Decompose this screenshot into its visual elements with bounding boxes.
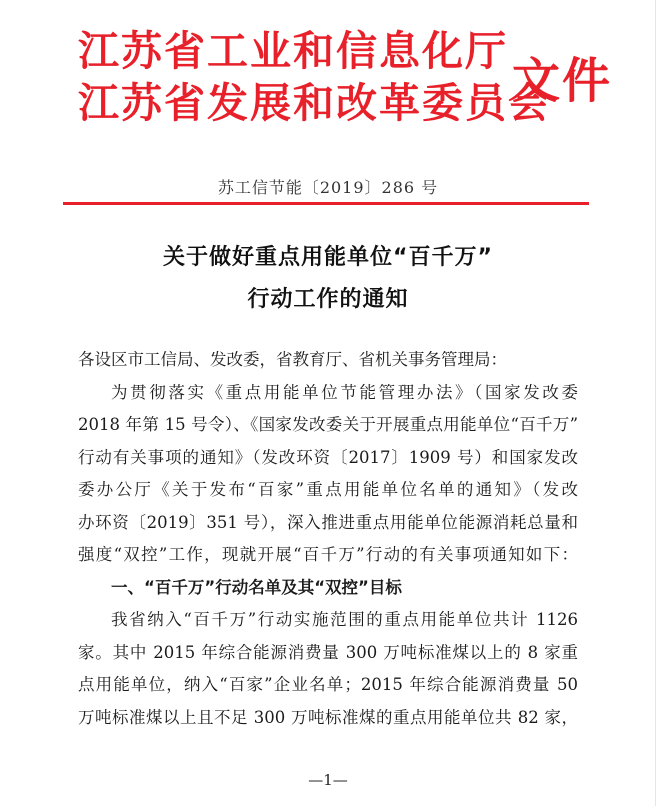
paragraph-line: 我省纳入“百千万”行动实施范围的重点用能单位共计 1126	[111, 610, 578, 629]
paragraph-line: 办环资〔2019〕351 号），深入推进重点用能单位能源消耗总量和	[78, 512, 578, 532]
issuing-org-2: 江苏省发展和改革委员会	[78, 79, 551, 127]
document-header	[78, 27, 613, 138]
document-title-line-1: 关于做好重点用能单位“百千万”	[163, 245, 493, 270]
issuing-org-1: 江苏省工业和信息化厅	[78, 27, 508, 75]
document-number: 苏工信节能〔2019〕286 号	[217, 178, 439, 197]
section-heading: 一、“百千万”行动名单及其“双控”目标	[111, 577, 402, 597]
paragraph-line: 行动有关事项的通知》（发改环资〔2017〕1909 号）和国家发改	[78, 447, 578, 467]
page-number: —1—	[308, 771, 348, 789]
document-body	[78, 344, 578, 734]
paragraph-line: 委办公厅《关于发布“百家”重点用能单位名单的通知》（发改	[78, 480, 578, 499]
paragraph-line: 为贯彻落实《重点用能单位节能管理办法》（国家发改委	[111, 382, 578, 402]
recipients-line: 各设区市工信局、发改委，省教育厅、省机关事务管理局：	[78, 350, 507, 369]
paragraph-line: 强度“双控”工作，现就开展“百千万”行动的有关事项通知如下：	[78, 545, 578, 564]
paragraph-line: 点用能单位，纳入“百家”企业名单；2015 年综合能源消费量 50	[78, 675, 578, 694]
paragraph-line: 家。其中 2015 年综合能源消费量 300 万吨标准煤以上的 8 家重	[78, 642, 578, 662]
document-title-line-2: 行动工作的通知	[247, 287, 409, 312]
paragraph-line: 万吨标准煤以上且不足 300 万吨标准煤的重点用能单位共 82 家，	[78, 707, 578, 727]
red-divider-line	[63, 202, 589, 205]
paragraph-line: 2018 年第 15 号令）、《国家发改委关于开展重点用能单位“百千万”	[78, 415, 578, 434]
document-type-label: 文件	[512, 53, 613, 109]
